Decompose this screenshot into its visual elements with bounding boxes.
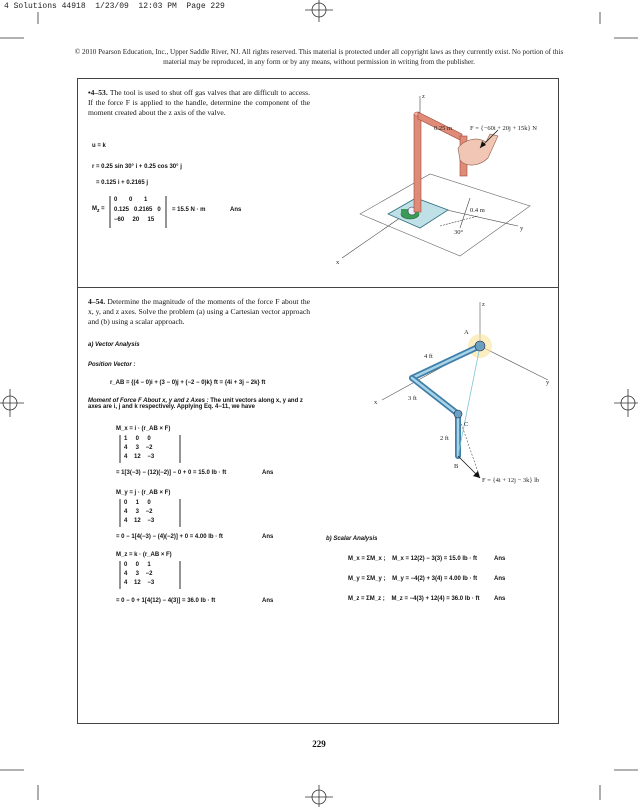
eq-53-mz-label: M xyxy=(92,206,97,212)
eq-53-mz: $M_z$ = xyxy=(92,206,105,215)
answer-tag: Ans xyxy=(230,207,242,213)
fig54-label-3ft: 3 ft xyxy=(408,395,417,402)
eq-54-my-row2: 4 3 −2 xyxy=(124,509,153,515)
answer-tag: Ans xyxy=(494,556,506,562)
fig53-label-x: x xyxy=(336,259,340,266)
problem-54-statement xyxy=(88,297,310,328)
eq-53-r2: = 0.125 i + 0.2165 j xyxy=(96,180,149,186)
figure-4-53 xyxy=(330,86,555,282)
answer-tag: Ans xyxy=(494,576,506,582)
tool-shaft xyxy=(414,114,421,212)
ground-plane xyxy=(360,174,530,256)
fig54-label-4ft: 4 ft xyxy=(424,353,433,360)
eq-54-mz-def: M_z = k · (r_AB × F) xyxy=(116,552,172,558)
eq-54-scalar-y: M_y = ΣM_y ; M_y = −4(2) + 3(4) = 4.00 lb · ft xyxy=(348,576,478,582)
moment-paragraph xyxy=(88,398,310,410)
answer-tag: Ans xyxy=(262,598,274,604)
fig53-label-len2: 0.4 m xyxy=(470,207,485,214)
moment-text: The unit vectors along x, y and z axes are i, j and k respectively. Applying Eq. 4−11, we have xyxy=(88,398,303,410)
eq-53-u: u = k xyxy=(92,143,106,149)
eq-53-result: = 15.5 N · m xyxy=(172,207,206,213)
page-number: 229 xyxy=(312,739,326,749)
eq-54-my-def: M_y = j · (r_AB × F) xyxy=(116,490,171,496)
answer-tag: Ans xyxy=(494,596,506,602)
joint-c xyxy=(454,410,462,418)
fig53-label-len1: 0.25 m xyxy=(434,125,453,132)
part-a-heading: a) Vector Analysis xyxy=(88,342,140,348)
fig53-label-z: z xyxy=(422,93,425,100)
eq-54-my-row3: 4 12 −3 xyxy=(124,518,155,524)
moment-heading: Moment of Force F About x, y and z Axes : xyxy=(88,398,209,404)
fig54-label-b: B xyxy=(454,463,459,470)
part-b-heading: b) Scalar Analysis xyxy=(326,536,378,542)
eq-54-mz-row3: 4 12 −3 xyxy=(124,580,155,586)
eq-54-scalar-x: M_x = ΣM_x ; M_x = 12(2) − 3(3) = 15.0 lb · ft xyxy=(348,556,477,562)
eq-54-mx-row2: 4 3 −2 xyxy=(124,445,153,451)
problem-divider xyxy=(77,287,559,288)
figure-4-54 xyxy=(368,296,558,496)
eq-54-mx-row1: 1 0 0 xyxy=(124,436,151,442)
problem-54-text: Determine the magnitude of the moments of the force F about the x, y, and z axes. Solve the problem (a) using a Cartesian vector approach and (b) using a scalar approach. xyxy=(88,297,310,327)
eq-54-mx-result: = 1[3(−3) − (12)(−2)] − 0 + 0 = 15.0 lb · ft xyxy=(116,470,227,476)
position-vector-heading: Position Vector : xyxy=(88,362,136,368)
answer-tag: Ans xyxy=(262,470,274,476)
fig54-label-2ft: 2 ft xyxy=(440,435,449,442)
eq-54-mx-def: M_x = i · (r_AB × F) xyxy=(116,426,171,432)
eq-53-mz-sub: z xyxy=(97,208,100,215)
copyright-notice: © 2010 Pearson Education, Inc., Upper Saddle River, NJ. All rights reserved. This material is protected under all copyright laws as they currently exist. No portion of this material may be reproduced, in any form or by any means, without permission in writing from the publisher. xyxy=(74,48,564,66)
problem-53-number: •4–53. xyxy=(88,88,108,97)
position-vector-line xyxy=(458,346,480,456)
eq-54-mx-row3: 4 12 −3 xyxy=(124,454,155,460)
eq-53-det-row1: 0 0 1 xyxy=(114,197,148,203)
fig53-label-angle: 30° xyxy=(454,229,464,236)
eq-53-det-row3: −60 20 15 xyxy=(114,217,155,223)
eq-54-scalar-z: M_z = ΣM_z ; M_z = −4(3) + 12(4) = 36.0 lb · ft xyxy=(348,596,480,602)
eq-53-r: r = 0.25 sin 30° i + 0.25 cos 30° j xyxy=(92,164,182,170)
eq-54-mz-row2: 4 3 −2 xyxy=(124,571,153,577)
fig54-label-a: A xyxy=(464,329,469,336)
eq-54-my-row1: 0 1 0 xyxy=(124,500,151,506)
eq-54-mz-result: = 0 − 0 + 1[4(12) − 4(3)] = 36.0 lb · ft xyxy=(116,598,216,604)
eq-54-rab: r_AB = {(4 − 0)i + (3 − 0)j + (−2 − 0)k} ft = {4i + 3j − 2k} ft xyxy=(110,380,266,386)
flange-a xyxy=(475,341,485,351)
problem-53-statement xyxy=(88,88,310,119)
fig54-label-c: C xyxy=(464,421,469,428)
fig53-label-y: y xyxy=(520,225,524,232)
eq-54-my-result: = 0 − 1[4(−3) − (4)(−2)] + 0 = 4.00 lb · ft xyxy=(116,534,223,540)
fig54-label-x: x xyxy=(374,399,378,406)
fig54-label-y: y xyxy=(546,379,550,386)
problem-54-number: 4–54. xyxy=(88,297,106,306)
eq-54-mz-row1: 0 0 1 xyxy=(124,562,151,568)
print-header: 4 Solutions 44918 1/23/09 12:03 PM Page 229 xyxy=(4,2,225,11)
answer-tag: Ans xyxy=(262,534,274,540)
eq-53-det-row2: 0.125 0.2165 0 xyxy=(114,207,161,213)
fig54-label-z: z xyxy=(482,301,485,308)
fig53-label-force: F = {−60i + 20j + 15k} N xyxy=(470,125,537,132)
problem-53-text: The tool is used to shut off gas valves that are difficult to access. If the force F is applied to the handle, determine the component of the moment created about the z axis of the valve. xyxy=(88,88,310,118)
fig54-label-force: F = {4i + 12j − 3k} lb xyxy=(482,477,540,484)
